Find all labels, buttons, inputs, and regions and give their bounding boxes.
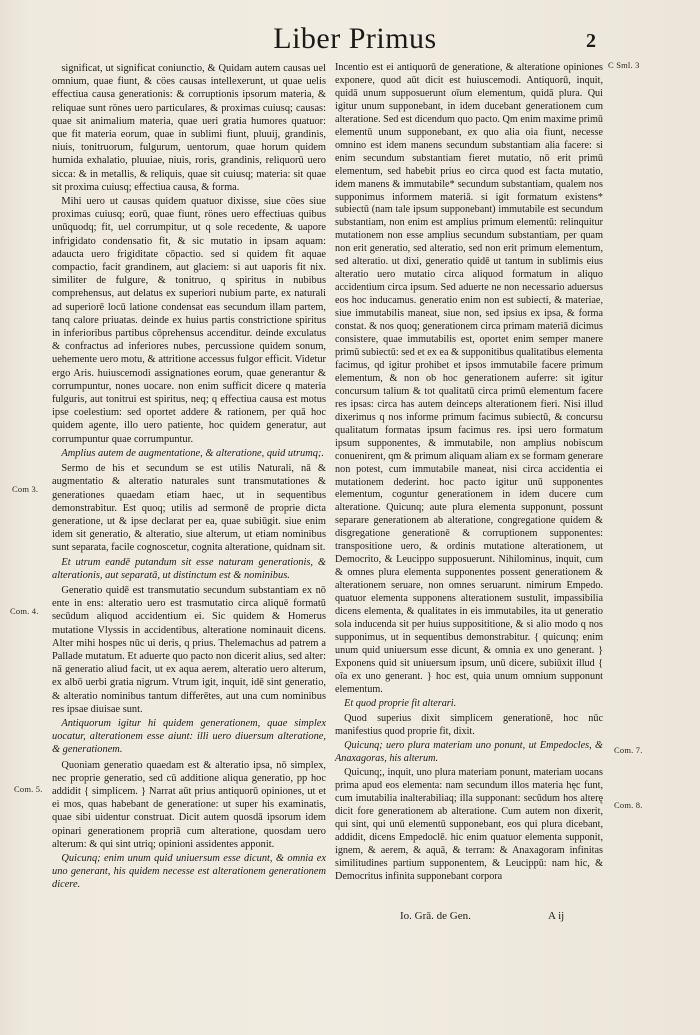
margin-note-right-2: Com. 8. <box>614 800 643 810</box>
text-paragraph: Sermo de his et secundum se est utilis Naturali, nā & augmentatio & alteratio naturales sunt transmutationes & generationes quaedam etiam haec, ut in sequentibus demonstrabitur. Est quoq; utilis ad sermonē de proprie dicta generatione, ut & ipse declarat per ea, quae subiūgit. siue enim idem sit generatio, & alteratio, siue alterum, ut etiam nominibus sunt separata, facile cognoscetur, cognita alteratione, quidnam sit. <box>52 463 326 554</box>
right-text-column <box>335 62 603 885</box>
text-paragraph: Mihi uero ut causas quidem quatuor dixisse, siue cöes siue proximas cuiusq; eorū, quae fiunt, rönes uero effectiuas quibus unūquodq; fit, uel corrumpitur, ut q sole recedente, & uapore infrigidato condensatio fit, & sic mutatio in ipsam aquam: adaucta uero frigiditate cōpactio. sed si quidem fit aquae compactio, facit grandinem, aut glaciem: si aut uaporis fit nix. similiter de fulgure, & tonitruo, q spiritus in nubibus comprehensus, aut delatus ex superiori nubium parte, ex naturali ad superiorē locū latione condensat eas secundum illam partem, tanq calore priuatas. deinde ex huius partis constrictione spiritus in inferioribus partibus cōprehensus accenditur. deinde exculatus & confractus ad inferiores nubes, percussione quidem sonum, uehemente uero motu, & attritione accessus fulgor efficit. Videtur ergo Aris. huiuscemodi assignationes eorum, quae generantur & corrumpuntur, nones uocare. non enim sufficit dicere q materia fulguris, aut tonitrui est spiritus, neq; q effectiua causa est motus ipse coelestium: sed oportet addere & rationem, per quā hoc quidem agente, illo uero patiente, hoc quidem generatur, aut corrumpuntur quae corrumpuntur. <box>52 196 326 445</box>
lemma-paragraph: Amplius autem de augmentatione, & alteratione, quid utrumq;. <box>61 447 324 459</box>
lemma-paragraph: Antiquorum igitur hi quidem generationem, quae simplex uocatur, alterationem esse aiunt: illi uero diuersum alteratione, & generationem. <box>52 717 326 756</box>
page-number: 2 <box>586 30 596 52</box>
lemma-paragraph: Et utrum eandē putandum sit esse naturam generationis, & alterationis, aut separatā, ut distinctum est & nominibus. <box>52 556 326 581</box>
margin-note-left-3: Com. 5. <box>14 784 43 794</box>
footer-signature-mark: A ij <box>548 910 565 922</box>
text-paragraph: Generatio quidē est transmutatio secundum substantiam ex nō ente in ens: alteratio uero est trasmutatio circa aliquē formatū secūdum aliquod accidentium ei. Sic quidem & Homerus mutatione Vlyssis in accidentibus, alteratione nominauit dicens. Alter mihi hospes nūc ui deris, q prius. Thelemachus ad patrem a Pallade mutatum. Et aduerte quo pacto non dicerit alius, sed alter: nā generatio aliud facit, ut ex aqua aerem, alteratio uero alterum, ex albō uerbi gratia nigrum. Vtrum igit, inquit, idē sint generatio, & alteratio nominibus tantum differētes, aut una cum nominibus res ipsae diuisae sunt. <box>52 584 326 715</box>
text-paragraph: Incentio est ei antiquorū de generatione, & alteratione opiniones exponere, quod aūt dicit est huiuscemodi. Antiquorū, inquit, quidā unum supposuerunt oīum elementum, quidā plura. Qui igitur unum supponebant, in idem ducebant generationem cum alteratione. Sed est dicendum quo pacto. Qm enim maxime primū elementū unum supponebant, ex quo alia oia fiunt, necesse omnino est idem manens secundum substantiam alia facere: si enim secundum substantiam fieret mutatio, nō erit primū elementum, sed habebit prius eo circa quod est facta mutatio, idem manens & immutabile* secundum substantiam, qualem nos supponimus informem materiā. si igit formatum existens* subiectū (nam tale ipsum supponebant) immutabile est secundum substantiam, non enim est amplius primum elementū: relinquitur mutationem non esse amplius secundum substantiam, per quam non erit generatio, sed alteratio, sed non erit primum elementum, sed alteratio. ut dixi, generatio quidē ut tantum in sublimis eius alteratio uero mutatio circa aliquod formatum in aliquo accidentium circa ipsum. Sed aduerte ne non necessario aduersus eos hoc inducamus. generatio enim non est subiecti, & materiae, siue immutabilis maneat, siue non, sed ipsius ex ipsa, & forma constat. & nos quoq; generationem circa primam materiā dicimus consistere, quae immutabilis est, oportet enim semper manere primū subiectū: sed et ex ea & supponitibus qualitatibus elementa facimus, qd igitur prohibet et ipsos immutabile facere primum elementum, & non ob hoc generationem auferre: sit igitur concursum talium & tot qualitatū circa primū elementum facere res ipsas: circa has autem deinceps alterationem fieri. Nisi illud dixerimus q nos informe primum facimus subiectū, & concursu qualitatum formatas ipsum facimus res. ipsi uero formatum ipsum supponentes, & immutabile, non amplius nobiscum conuenirent, qm & primum aliquam aliam ex se formam generare non potest, cum immutabile maneat, nisi circa accidentia ei mutationem dederint. hoc pacto igitur unū supponentes elementum, coguntur generationem in idem ducere cum alteratione. Quicunq; aute plura elementa supponunt, possunt separare generationem ab alteratione, congregatione quidem & disgregatione generationē & corruptionem supponentes: transpositione uero, & ordinis mutatione alterationem, ut Democrito, & Leucippo supposuerunt. Nihilominus, inquit, cum & omnes plura elementa supponentes possent generationem & alterationem seruare, non omnes seruarunt. nimirum Empedo. quatuor elementa supponens alterationem sustulit, impassibilia dicens elementa, & qualitates in eis immutabiles, ita ut generatio sola inducenda sit per huius supposititione, & si alio modo q nos supponimus, ut in sequentibus demonstrabitur. { quicunq; enim unum quid uniuersum esse dicunt, & omnia ex uno generant. } Exponens quid sit uniuersum ipsum, unū dicere, subiūxit illud { oīa ex uno generant. } hoc est, quia unum omnium supponunt elementum. <box>335 62 603 695</box>
text-paragraph: Quod superius dixit simplicem generationē, hoc nūc manifestius quod proprie fit, dixit. <box>335 712 603 737</box>
margin-note-left-2: Com. 4. <box>10 606 39 616</box>
lemma-paragraph: Quicunq; enim unum quid uniuersum esse dicunt, & omnia ex uno generant, his quidem necesse est alterationem generationem dicere. <box>52 852 326 891</box>
lemma-paragraph: Et quod proprie fit alterari. <box>344 697 457 709</box>
left-text-column <box>52 62 326 894</box>
margin-note-right-top: C Sml. 3 <box>608 60 640 70</box>
lemma-paragraph: Quicunq; uero plura materiam uno ponunt, ut Empedocles, & Anaxagoras, his alterum. <box>335 739 603 764</box>
text-paragraph: Quicunq;, inquit, uno plura materiam ponunt, materiam uocans prima apud eos elementa: nam secundum illos materia hęc funt, cum imutabilia inalterabiliaq; illa supponant: secūdum hos alterę dicit fore generationem ab alteratione. Cum autem non dixerit, qui sint, qui unū elementū supponebant, eos qui plura dicebant, addidit, dicens Empedoclē. hic enim quatuor elementa supponit, ignem, & aerem, & aquā, & terram: & Anaxagoram infinitas similitudines partium supponentem, & Leucippū: nam hic, & Democritus infinita supponebant corpora <box>335 767 603 883</box>
footer-signature: Io. Grā. de Gen. <box>400 910 471 922</box>
text-paragraph: Quoniam generatio quaedam est & alteratio ipsa, nō simplex, nec proprie generatio, sed cū additione aliqua generatio, pp hoc addidit { simplicem. } Narrat aūt prius antiquorū opiniones, ut et ei mos, quas habebant de generatione: ut super his examinatis, quae sibi uidentur construat. Dicit autem quosdā ipsorum idem opinari generationem propriā cum alteratione, quosdam uero alterum: & qui sint utriq; opinioni assidentes apponit. <box>52 759 326 850</box>
running-head: Liber Primus <box>273 22 437 55</box>
margin-note-right-1: Com. 7. <box>614 745 643 755</box>
text-paragraph: significat, ut significat coniunctio, & Quidam autem causas uel omnium, quae fiunt, & cöes causas intellexerunt, ut quae uelis effectiua causa generationis: & corruptionis ipsorum materia, & reliquae sunt rönes uero particulares, & proximas cuiusq; causas: quae sit animalium materia, quae ueri gratia humores quatuor: que fit materia eorum, quae in sublimi fiunt, pluuij, grandinis, niuis, tonitruorum, fulgurum, uentorum, quae horum quidem humida exhalatio, pluuiae, niuis, roris, grandinis, reliquorū uero sicca: & in metallis, & reliquis, quae sit cuiusq; materia: sit quae sit proxima cuiusq; effectiua causa, & forma. <box>52 63 326 193</box>
margin-note-left-1: Com 3. <box>12 484 39 494</box>
